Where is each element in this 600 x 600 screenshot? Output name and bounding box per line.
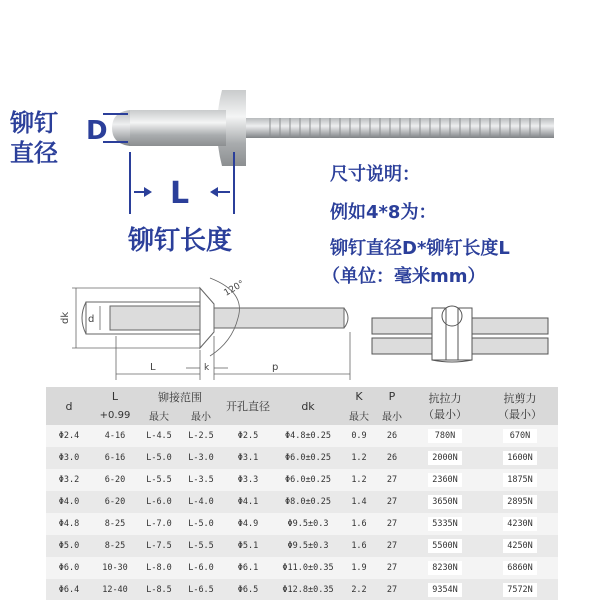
cell-value: 670N	[503, 429, 537, 443]
note-line-2: 例如4*8为：	[330, 202, 437, 223]
table-cell	[138, 425, 180, 447]
cell-value: 5500N	[428, 539, 462, 553]
table-row	[46, 535, 558, 557]
table-cell	[408, 425, 482, 447]
header-l-tolerance: +0.99	[99, 410, 131, 421]
cell-value: L-4.0	[188, 497, 214, 507]
rivet-diameter-line1: 铆钉	[10, 109, 58, 137]
cell-value: Φ4.8	[58, 519, 80, 529]
cell-value: 6-20	[104, 475, 126, 485]
table-cell	[180, 535, 222, 557]
cell-value: Φ3.2	[58, 475, 80, 485]
cell-value: Φ4.0	[58, 497, 80, 507]
table-cell	[92, 491, 138, 513]
cell-value: L-6.5	[188, 585, 214, 595]
table-cell	[408, 469, 482, 491]
cell-value: L-5.5	[146, 475, 172, 485]
table-row	[46, 491, 558, 513]
cell-value: 6-16	[104, 453, 126, 463]
table-cell	[376, 557, 408, 579]
cell-value: Φ6.0±0.25	[284, 475, 332, 485]
table-cell	[342, 535, 376, 557]
d-letter: D	[86, 116, 108, 146]
table-cell	[274, 425, 342, 447]
cell-value: L-8.5	[146, 585, 172, 595]
table-cell	[222, 579, 274, 600]
cell-value: 7572N	[503, 583, 537, 597]
cell-value: 3650N	[428, 495, 462, 509]
cell-value: 27	[386, 497, 398, 507]
cell-value: L-2.5	[188, 431, 214, 441]
table-cell	[408, 535, 482, 557]
table-cell	[138, 447, 180, 469]
rivet-body	[130, 110, 226, 146]
cell-value: Φ3.1	[237, 453, 259, 463]
cell-value: 2360N	[428, 473, 462, 487]
cell-value: 27	[386, 519, 398, 529]
cell-value: L-3.5	[188, 475, 214, 485]
table-row	[46, 513, 558, 535]
table-cell	[92, 557, 138, 579]
table-cell	[482, 425, 558, 447]
header-range-max: 最大	[149, 412, 169, 423]
table-cell	[342, 513, 376, 535]
table-cell	[92, 579, 138, 600]
table-cell	[482, 491, 558, 513]
cell-value: Φ3.0	[58, 453, 80, 463]
cell-value: 1.2	[351, 453, 367, 463]
table-cell	[482, 557, 558, 579]
header-d: d	[65, 399, 73, 413]
table-cell	[46, 579, 92, 600]
cell-value: 1.9	[351, 563, 367, 573]
table-cell	[274, 579, 342, 600]
table-cell	[180, 425, 222, 447]
table-cell	[376, 579, 408, 600]
dim-angle: 120°	[222, 279, 247, 299]
spec-table	[46, 387, 558, 600]
note-line-1: 尺寸说明：	[330, 164, 420, 185]
table-cell	[222, 513, 274, 535]
table-cell	[180, 513, 222, 535]
cell-value: Φ5.1	[237, 541, 259, 551]
header-p: P	[388, 390, 396, 403]
note-line-4: （单位：毫米mm）	[322, 266, 486, 287]
table-cell	[92, 425, 138, 447]
dimension-drawing	[0, 270, 600, 390]
table-cell	[342, 579, 376, 600]
cell-value: 4-16	[104, 431, 126, 441]
table-row	[46, 557, 558, 579]
dim-l: L	[150, 362, 156, 373]
table-cell	[46, 557, 92, 579]
header-dk: dk	[301, 399, 315, 413]
table-cell	[180, 491, 222, 513]
table-cell	[482, 513, 558, 535]
table-cell	[482, 579, 558, 600]
table-cell	[408, 579, 482, 600]
rivet-photo	[0, 80, 600, 220]
table-cell	[342, 491, 376, 513]
table-cell	[274, 469, 342, 491]
table-cell	[46, 535, 92, 557]
cell-value: L-5.0	[188, 519, 214, 529]
table-cell	[138, 535, 180, 557]
table-cell	[376, 447, 408, 469]
cell-value: Φ6.1	[237, 563, 259, 573]
table-cell	[138, 557, 180, 579]
table-cell	[46, 469, 92, 491]
cell-value: 1.4	[351, 497, 367, 507]
header-hole-diameter: 开孔直径	[226, 400, 270, 413]
cell-value: 8230N	[428, 561, 462, 575]
table-cell	[274, 513, 342, 535]
cell-value: L-6.0	[188, 563, 214, 573]
table-cell	[274, 491, 342, 513]
cell-value: 1875N	[503, 473, 537, 487]
table-cell	[92, 469, 138, 491]
cell-value: Φ2.5	[237, 431, 259, 441]
cell-value: L-7.5	[146, 541, 172, 551]
cell-value: L-4.5	[146, 431, 172, 441]
table-cell	[222, 425, 274, 447]
cell-value: Φ5.0	[58, 541, 80, 551]
cell-value: 26	[386, 431, 398, 441]
cell-value: 10-30	[102, 563, 128, 573]
header-shear: 抗剪力 （最小）	[498, 392, 542, 421]
dim-dk: dk	[60, 311, 71, 324]
l-arrow-left	[134, 187, 152, 197]
table-cell	[46, 425, 92, 447]
cell-value: Φ2.4	[58, 431, 80, 441]
cell-value: 6-20	[104, 497, 126, 507]
header-range-min: 最小	[191, 412, 211, 423]
table-cell	[92, 535, 138, 557]
cell-value: Φ6.5	[237, 585, 259, 595]
table-cell	[46, 491, 92, 513]
table-cell	[482, 535, 558, 557]
table-cell	[274, 557, 342, 579]
cell-value: Φ4.1	[237, 497, 259, 507]
table-cell	[222, 447, 274, 469]
cell-value: 5335N	[428, 517, 462, 531]
spec-table-container	[46, 387, 558, 600]
cell-value: 0.9	[351, 431, 367, 441]
table-cell	[408, 513, 482, 535]
header-k-max: 最大	[349, 412, 369, 423]
cell-value: 27	[386, 475, 398, 485]
table-cell	[376, 469, 408, 491]
cell-value: Φ12.8±0.35	[282, 585, 334, 595]
cell-value: Φ4.8±0.25	[284, 431, 332, 441]
cell-value: Φ11.0±0.35	[282, 563, 334, 573]
cell-value: L-6.0	[146, 497, 172, 507]
cell-value: 1600N	[503, 451, 537, 465]
installed-section	[372, 306, 548, 362]
cell-value: 2.2	[351, 585, 367, 595]
cell-value: 2895N	[503, 495, 537, 509]
cell-value: 26	[386, 453, 398, 463]
dim-p: p	[272, 362, 279, 373]
note-line-3: 铆钉直径D*铆钉长度L	[330, 238, 510, 259]
table-cell	[180, 557, 222, 579]
cell-value: Φ3.3	[237, 475, 259, 485]
table-cell	[376, 513, 408, 535]
table-cell	[482, 469, 558, 491]
table-cell	[138, 513, 180, 535]
cell-value: 27	[386, 563, 398, 573]
cell-value: Φ6.4	[58, 585, 80, 595]
cell-value: 1.2	[351, 475, 367, 485]
table-cell	[408, 491, 482, 513]
cell-value: 27	[386, 541, 398, 551]
table-cell	[180, 579, 222, 600]
cell-value: Φ6.0	[58, 563, 80, 573]
cell-value: 8-25	[104, 541, 126, 551]
dim-d: d	[88, 314, 95, 325]
table-cell	[274, 447, 342, 469]
rivet-diameter-line2: 直径	[10, 139, 58, 167]
cell-value: L-5.0	[146, 453, 172, 463]
table-cell	[342, 447, 376, 469]
table-cell	[138, 491, 180, 513]
header-row-1	[46, 387, 558, 406]
table-row	[46, 425, 558, 447]
table-cell	[482, 447, 558, 469]
cell-value: 27	[386, 585, 398, 595]
cell-value: Φ6.0±0.25	[284, 453, 332, 463]
table-cell	[46, 447, 92, 469]
table-cell	[222, 535, 274, 557]
header-p-min: 最小	[382, 412, 402, 423]
rivet-length-label: 铆钉长度	[128, 226, 233, 256]
l-letter: L	[170, 176, 190, 211]
table-cell	[222, 469, 274, 491]
header-k: K	[355, 390, 363, 403]
cell-value: 2000N	[428, 451, 462, 465]
table-cell	[180, 469, 222, 491]
cell-value: 1.6	[351, 519, 367, 529]
header-tensile: 抗拉力 （最小）	[423, 392, 467, 421]
table-row	[46, 579, 558, 600]
cell-value: Φ9.5±0.3	[287, 541, 329, 551]
table-cell	[46, 513, 92, 535]
table-cell	[274, 535, 342, 557]
table-cell	[408, 447, 482, 469]
table-row	[46, 469, 558, 491]
cell-value: Φ4.9	[237, 519, 259, 529]
dim-k: k	[204, 363, 210, 373]
table-cell	[408, 557, 482, 579]
cell-value: L-5.5	[188, 541, 214, 551]
table-cell	[222, 491, 274, 513]
l-arrow-right	[210, 187, 230, 197]
table-cell	[92, 513, 138, 535]
table-cell	[342, 469, 376, 491]
cell-value: L-7.0	[146, 519, 172, 529]
table-cell	[180, 447, 222, 469]
mandrel-shank	[236, 118, 554, 138]
table-cell	[376, 425, 408, 447]
cell-value: L-8.0	[146, 563, 172, 573]
cell-value: 12-40	[102, 585, 128, 595]
cell-value: Φ9.5±0.3	[287, 519, 329, 529]
table-cell	[342, 425, 376, 447]
table-cell	[376, 535, 408, 557]
table-cell	[138, 579, 180, 600]
cell-value: 8-25	[104, 519, 126, 529]
cell-value: L-3.0	[188, 453, 214, 463]
table-cell	[92, 447, 138, 469]
cell-value: 9354N	[428, 583, 462, 597]
cell-value: Φ8.0±0.25	[284, 497, 332, 507]
table-cell	[376, 491, 408, 513]
cell-value: 1.6	[351, 541, 367, 551]
header-rivet-range: 铆接范围	[158, 390, 202, 404]
table-row	[46, 447, 558, 469]
cell-value: 4230N	[503, 517, 537, 531]
table-cell	[138, 469, 180, 491]
cell-value: 4250N	[503, 539, 537, 553]
header-l: L	[111, 390, 119, 403]
table-cell	[342, 557, 376, 579]
cell-value: 780N	[428, 429, 462, 443]
table-cell	[222, 557, 274, 579]
cell-value: 6860N	[503, 561, 537, 575]
mandrel-head	[112, 110, 130, 146]
